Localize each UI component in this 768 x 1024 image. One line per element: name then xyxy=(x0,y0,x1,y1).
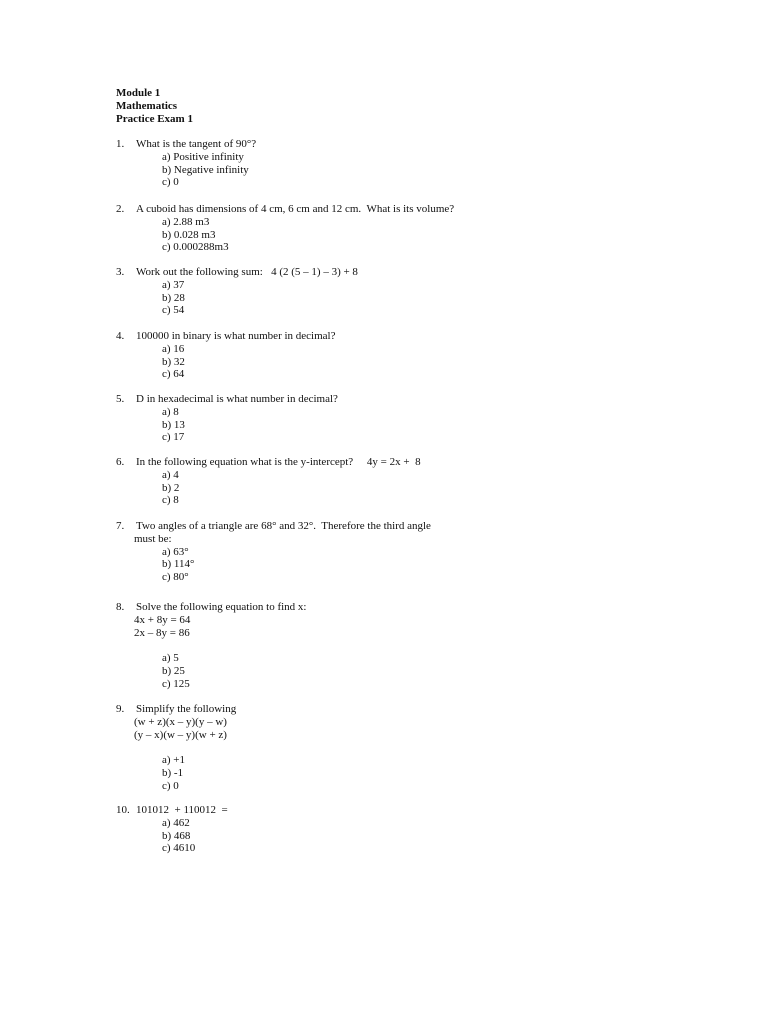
question-10 xyxy=(116,804,716,855)
question-number: 10. xyxy=(116,804,130,816)
option-b: b) -1 xyxy=(162,766,184,779)
question-number: 5. xyxy=(116,393,125,405)
option-a: a) 5 xyxy=(162,652,179,665)
question-number: 8. xyxy=(116,601,125,613)
question-number: 7. xyxy=(116,520,125,532)
option-c: c) 8 xyxy=(162,494,179,507)
option-c: c) 4610 xyxy=(162,842,196,855)
option-a: a) 4 xyxy=(162,468,179,481)
question-1 xyxy=(116,138,716,189)
answer-options xyxy=(116,817,716,855)
option-a: a) 2.88 m3 xyxy=(162,215,210,228)
question-text: Solve the following equation to find x: xyxy=(136,601,307,613)
question-number: 2. xyxy=(116,203,125,215)
answer-options xyxy=(116,279,716,317)
question-5 xyxy=(116,393,716,444)
question-text: Two angles of a triangle are 68° and 32°. Therefore the third angle xyxy=(136,520,431,532)
question-text: Work out the following sum: 4 (2 (5 – 1) – 3) + 8 xyxy=(136,266,358,278)
equation-line-2: 2x – 8y = 86 xyxy=(134,626,190,639)
option-c: c) 0.000288m3 xyxy=(162,241,229,254)
exam-title: Practice Exam 1 xyxy=(116,112,193,125)
question-number: 9. xyxy=(116,703,125,715)
option-c: c) 64 xyxy=(162,368,185,381)
option-a: a) +1 xyxy=(162,754,185,767)
answer-options xyxy=(116,151,716,189)
question-text: 101012 + 110012 = xyxy=(136,804,228,816)
question-text: A cuboid has dimensions of 4 cm, 6 cm and 12 cm. What is its volume? xyxy=(136,203,455,215)
option-a: a) 37 xyxy=(162,278,185,291)
question-continuation: must be: xyxy=(134,532,172,545)
option-b: b) Negative infinity xyxy=(162,163,249,176)
option-b: b) 468 xyxy=(162,829,191,842)
question-number: 4. xyxy=(116,330,125,342)
option-a: a) 8 xyxy=(162,405,179,418)
question-4 xyxy=(116,330,716,381)
option-b: b) 0.028 m3 xyxy=(162,228,216,241)
option-b: b) 32 xyxy=(162,355,185,368)
question-text: 100000 in binary is what number in decimal? xyxy=(136,330,336,342)
answer-options xyxy=(116,469,716,507)
equation-line-1: 4x + 8y = 64 xyxy=(134,613,191,626)
question-7 xyxy=(116,520,716,584)
question-text: In the following equation what is the y-intercept? 4y = 2x + 8 xyxy=(136,456,421,468)
question-6 xyxy=(116,456,716,507)
question-text: Simplify the following xyxy=(136,703,237,715)
answer-options xyxy=(116,406,716,444)
option-b: b) 25 xyxy=(162,664,185,677)
question-number: 6. xyxy=(116,456,125,468)
option-a: a) 462 xyxy=(162,816,190,829)
option-c: c) 54 xyxy=(162,304,185,317)
option-c: c) 80° xyxy=(162,571,189,584)
option-b: b) 114° xyxy=(162,558,195,571)
document-header xyxy=(116,87,193,125)
option-b: b) 2 xyxy=(162,481,180,494)
question-text: D in hexadecimal is what number in decimal? xyxy=(136,393,338,405)
option-b: b) 28 xyxy=(162,291,185,304)
question-3 xyxy=(116,266,716,317)
option-c: c) 0 xyxy=(162,176,179,189)
subject-title: Mathematics xyxy=(116,99,178,112)
expression-denominator: (y – x)(w – y)(w + z) xyxy=(134,728,227,741)
answer-options xyxy=(116,754,716,792)
question-9 xyxy=(116,703,716,793)
question-text: What is the tangent of 90°? xyxy=(136,138,257,150)
option-c: c) 0 xyxy=(162,779,179,792)
answer-options xyxy=(116,216,716,254)
answer-options xyxy=(116,343,716,381)
question-2 xyxy=(116,203,716,254)
option-c: c) 125 xyxy=(162,677,190,690)
expression-numerator: (w + z)(x – y)(y – w) xyxy=(134,715,227,728)
option-c: c) 17 xyxy=(162,431,185,444)
answer-options xyxy=(116,546,716,584)
option-a: a) 16 xyxy=(162,342,185,355)
option-a: a) 63° xyxy=(162,545,189,558)
module-title: Module 1 xyxy=(116,87,161,99)
answer-options xyxy=(116,652,716,690)
question-number: 1. xyxy=(116,138,125,150)
option-b: b) 13 xyxy=(162,418,185,431)
question-8 xyxy=(116,601,716,691)
option-a: a) Positive infinity xyxy=(162,150,244,163)
question-number: 3. xyxy=(116,266,125,278)
